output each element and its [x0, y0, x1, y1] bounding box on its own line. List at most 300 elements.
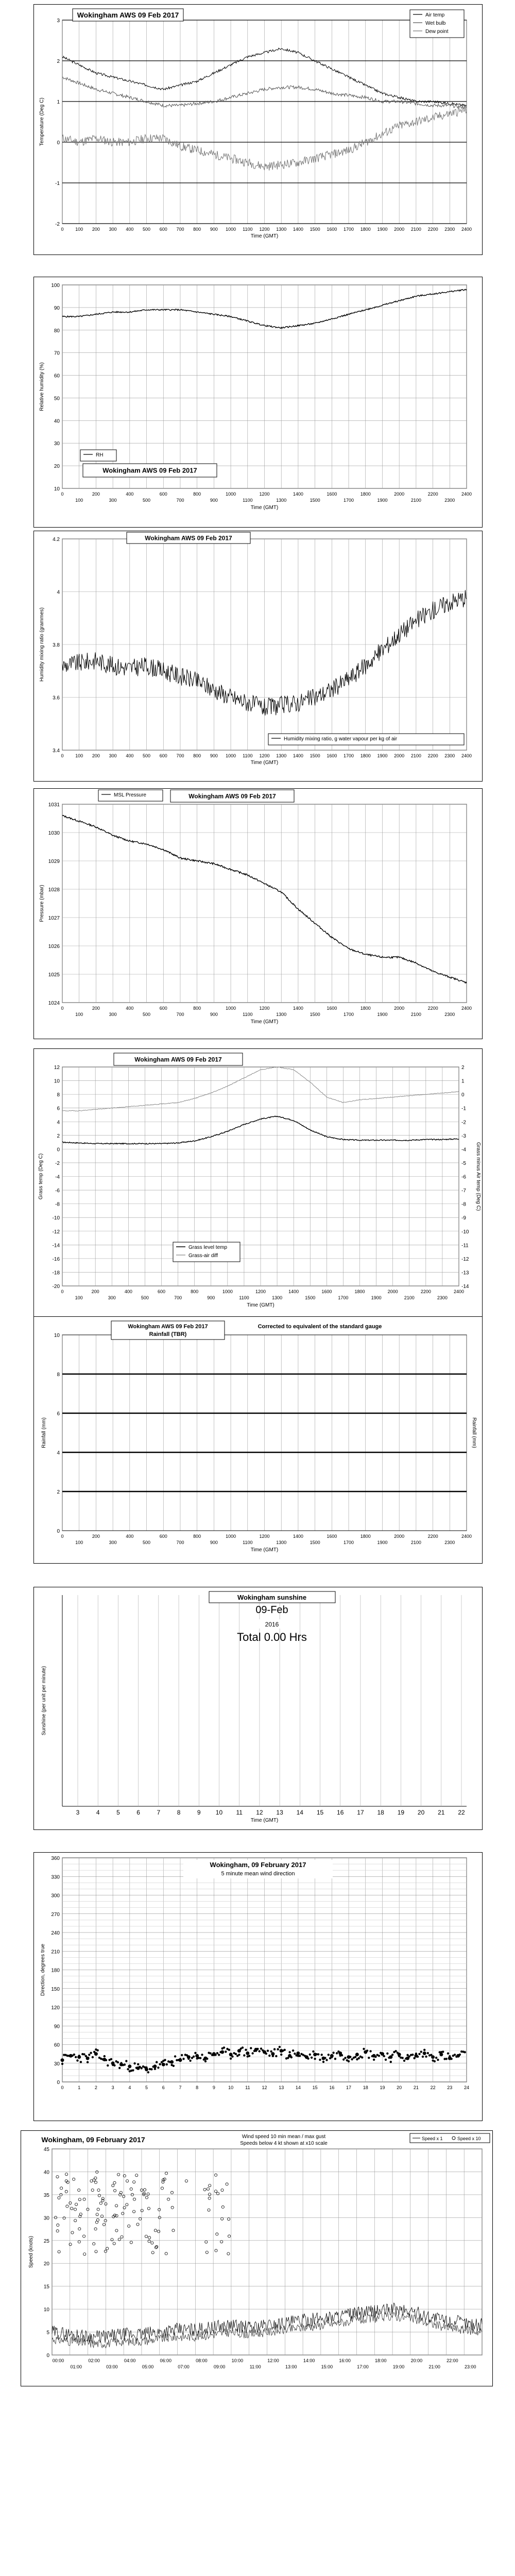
x-tick-label: 1300: [276, 498, 287, 503]
y-tick-label: 40: [43, 2170, 49, 2176]
wind-direction-point: [231, 2056, 233, 2058]
x-tick-label: 1100: [243, 1540, 253, 1545]
x-tick-label: 14: [295, 2085, 301, 2090]
wind-direction-point: [272, 2055, 274, 2057]
x-tick-label: 20:00: [410, 2358, 423, 2363]
y-tick-label: 300: [51, 1893, 60, 1899]
x-tick-label: 2200: [427, 492, 438, 497]
y2-tick-label: -6: [461, 1174, 466, 1180]
y2-tick-label: -2: [461, 1120, 466, 1126]
x-tick-label: 1000: [226, 1534, 236, 1539]
wind-direction-point: [78, 2055, 80, 2057]
wind-direction-point: [371, 2055, 373, 2057]
wind-direction-point: [361, 2056, 363, 2058]
y-tick-label: 0: [46, 2353, 49, 2359]
y-tick-label: -16: [52, 1256, 60, 1262]
wind-direction-point: [125, 2060, 127, 2062]
x-tick-label: 700: [176, 753, 184, 758]
wind-direction-point: [386, 2053, 388, 2055]
x-tick-label: 16: [337, 1809, 344, 1816]
wind-direction-point: [174, 2055, 176, 2057]
wind-direction-point: [260, 2047, 262, 2049]
wind-direction-point: [87, 2061, 89, 2063]
wind-direction-point: [132, 2069, 134, 2071]
x-tick-label: 300: [109, 1540, 117, 1545]
x-tick-label: 1600: [327, 227, 337, 232]
x-tick-label: 2300: [437, 1295, 448, 1300]
wind-direction-point: [394, 2050, 397, 2052]
x-tick-label: 2100: [410, 227, 421, 232]
wind-direction-point: [104, 2055, 106, 2057]
wind-direction-point: [228, 2049, 230, 2051]
y-axis-title: Speed (knots): [28, 2235, 34, 2268]
x-tick-label: 2300: [444, 753, 455, 758]
y2-tick-label: -12: [461, 1256, 469, 1262]
x-tick-label: 600: [159, 492, 167, 497]
x-tick-label: 1700: [338, 1295, 349, 1300]
x-tick-label: 1400: [293, 227, 303, 232]
chart-year: 2016: [265, 1621, 279, 1628]
y-axis-title: Temperature (Deg C): [39, 97, 45, 146]
wind-direction-point: [214, 2054, 216, 2056]
x-tick-label: 2400: [453, 1289, 465, 1294]
x-tick-label: 1000: [226, 492, 236, 497]
x-tick-label: 07:00: [178, 2364, 190, 2369]
y-axis-title: Humidity mixing ratio (grammes): [39, 607, 45, 682]
wind-direction-point: [162, 2063, 165, 2066]
temperature-chart: [34, 5, 482, 255]
wind-direction-point: [154, 2068, 156, 2070]
wind-direction-chart: [34, 1853, 482, 2121]
y-tick-label: 1025: [48, 972, 60, 978]
x-tick-label: 100: [75, 1540, 83, 1545]
wind-direction-point: [157, 2066, 159, 2069]
y-tick-label: 25: [43, 2238, 49, 2244]
wind-direction-point: [113, 2064, 115, 2066]
wind-direction-point: [219, 2051, 221, 2053]
wind-direction-point: [447, 2053, 449, 2055]
x-tick-label: 0: [61, 227, 64, 232]
wind-direction-point: [250, 2047, 252, 2049]
wind-direction-point: [450, 2058, 452, 2060]
x-tick-label: 400: [126, 227, 134, 232]
x-tick-label: 09:00: [213, 2364, 226, 2369]
chart-subtitle: Wind speed 10 min mean / max gust: [242, 2134, 326, 2140]
y-tick-label: -6: [55, 1188, 60, 1194]
x-tick-label: 1100: [243, 753, 253, 758]
wind-direction-point: [427, 2052, 429, 2054]
wind-direction-point: [265, 2053, 267, 2055]
wind-direction-point: [216, 2052, 218, 2054]
y-tick-label: 120: [51, 2005, 60, 2011]
y-tick-label: 2: [57, 1489, 60, 1495]
x-tick-label: 1100: [243, 1012, 253, 1017]
x-tick-label: 800: [193, 1006, 201, 1011]
grass-temperature-chart-panel: [33, 1048, 483, 1317]
wind-direction-point: [243, 2054, 245, 2056]
y2-tick-label: -5: [461, 1160, 466, 1166]
wind-direction-point: [422, 2056, 424, 2058]
wind-direction-point: [166, 2063, 168, 2065]
wind-direction-point: [405, 2058, 407, 2060]
wind-direction-point: [287, 2057, 289, 2059]
x-tick-label: 12:00: [267, 2358, 279, 2363]
wind-speed-chart: [21, 2131, 492, 2386]
sunshine-chart-panel: [33, 1587, 483, 1830]
y-tick-label: 4: [57, 1120, 60, 1126]
wind-direction-point: [259, 2050, 261, 2052]
x-tick-label: 13:00: [285, 2364, 297, 2369]
x-tick-label: 800: [193, 753, 201, 758]
chart-subtitle: Rainfall (TBR): [149, 1331, 187, 1337]
wind-direction-point: [437, 2059, 439, 2061]
x-tick-label: 20: [417, 1809, 425, 1816]
wind-direction-point: [445, 2058, 448, 2060]
y-tick-label: 0: [57, 1529, 60, 1534]
x-tick-label: 6: [162, 2085, 165, 2090]
wind-direction-point: [322, 2061, 324, 2063]
x-tick-label: 9: [197, 1809, 201, 1816]
wind-direction-point: [391, 2054, 393, 2056]
wind-direction-point: [152, 2065, 154, 2067]
y-tick-label: 30: [43, 2215, 49, 2222]
x-tick-label: 300: [109, 1012, 117, 1017]
x-tick-label: 1400: [293, 1006, 303, 1011]
x-tick-label: 1800: [360, 1006, 371, 1011]
x-tick-label: 1000: [222, 1289, 233, 1294]
x-tick-label: 700: [176, 1540, 184, 1545]
x-tick-label: 600: [159, 1534, 167, 1539]
y-tick-label: 330: [51, 1874, 60, 1880]
x-tick-label: 1500: [310, 1012, 320, 1017]
y-tick-label: 1029: [48, 859, 60, 865]
x-tick-label: 19: [397, 1809, 405, 1816]
x-tick-label: 2400: [461, 492, 472, 497]
wind-direction-point: [334, 2058, 336, 2060]
chart-total: Total 0.00 Hrs: [237, 1631, 307, 1643]
y-tick-label: 1027: [48, 916, 60, 921]
wind-direction-point: [325, 2059, 328, 2061]
x-tick-label: 2100: [410, 1540, 421, 1545]
wind-direction-point: [349, 2056, 351, 2058]
speed-legend-label: Speed x 1: [422, 2136, 443, 2141]
x-tick-label: 3: [76, 1809, 80, 1816]
wind-direction-point: [319, 2059, 321, 2061]
y-tick-label: 45: [43, 2147, 49, 2153]
wind-direction-point: [204, 2060, 207, 2062]
x-tick-label: 1200: [255, 1289, 266, 1294]
humidity-chart: [34, 277, 482, 527]
wind-direction-point: [415, 2053, 417, 2055]
wind-direction-point: [321, 2054, 323, 2056]
x-tick-label: 2200: [427, 227, 438, 232]
chart-title: Wokingham AWS 09 Feb 2017: [102, 466, 197, 474]
x-tick-label: 05:00: [142, 2364, 154, 2369]
temp-legend-label: Dew point: [425, 29, 449, 35]
chart-title: Wokingham AWS 09 Feb 2017: [145, 534, 232, 542]
temp-legend-label: Wet bulb: [425, 21, 446, 26]
x-tick-label: 2200: [420, 1289, 431, 1294]
x-tick-label: 1900: [371, 1295, 382, 1300]
x-tick-label: 700: [176, 498, 184, 503]
x-tick-label: 1900: [377, 1012, 388, 1017]
x-tick-label: 900: [210, 1012, 218, 1017]
chart-subtitle: Speeds below 4 kt shown at x10 scale: [240, 2141, 328, 2146]
x-tick-label: 500: [143, 1012, 151, 1017]
x-tick-label: 1300: [276, 1540, 287, 1545]
x-tick-label: 2000: [387, 1289, 398, 1294]
y-tick-label: 60: [54, 373, 60, 379]
y-tick-label: 1024: [48, 1001, 60, 1006]
x-tick-label: 7: [179, 2085, 182, 2090]
x-tick-label: 200: [91, 1289, 99, 1294]
x-tick-label: 04:00: [124, 2358, 136, 2363]
x-tick-label: 0: [61, 1534, 64, 1539]
x-tick-label: 7: [157, 1809, 161, 1816]
wind-direction-point: [279, 2046, 281, 2048]
wind-direction-point: [275, 2055, 277, 2057]
x-tick-label: 1800: [354, 1289, 365, 1294]
x-tick-label: 08:00: [196, 2358, 208, 2363]
x-tick-label: 15:00: [321, 2364, 333, 2369]
wind-direction-point: [156, 2061, 158, 2063]
x-tick-label: 100: [75, 753, 83, 758]
wind-direction-point: [164, 2059, 166, 2061]
y-tick-label: -1: [55, 181, 60, 187]
x-tick-label: 22: [458, 1809, 465, 1816]
x-tick-label: 16:00: [339, 2358, 351, 2363]
x-tick-label: 1300: [276, 753, 287, 758]
y-tick-label: 60: [54, 2042, 60, 2048]
x-tick-label: 10: [228, 2085, 234, 2090]
y-tick-label: 4: [57, 589, 60, 596]
chart-title: Wokingham, 09 February 2017: [41, 2136, 145, 2144]
wind-direction-point: [267, 2049, 269, 2052]
x-tick-label: 800: [193, 227, 201, 232]
x-tick-label: 19:00: [392, 2364, 405, 2369]
y-tick-label: 270: [51, 1911, 60, 1918]
wind-direction-point: [181, 2054, 183, 2056]
x-tick-label: 1600: [321, 1289, 332, 1294]
y-tick-label: 1030: [48, 831, 60, 836]
y-axis-title: Relative humidity (%): [39, 362, 45, 411]
x-tick-label: 2000: [394, 1006, 405, 1011]
x-tick-label: 0: [61, 492, 64, 497]
wind-direction-point: [173, 2065, 175, 2067]
x-tick-label: 1500: [310, 227, 320, 232]
grass-legend-label: Grass level temp: [188, 1245, 228, 1250]
rainfall-chart: [34, 1317, 482, 1563]
y-tick-label: 4: [57, 1450, 60, 1456]
wind-direction-point: [127, 2068, 129, 2070]
x-tick-label: 500: [141, 1295, 149, 1300]
wind-direction-point: [76, 2059, 78, 2061]
wind-direction-point: [145, 2066, 147, 2069]
x-tick-label: 2400: [461, 1006, 472, 1011]
x-tick-label: 2200: [427, 753, 438, 758]
wind-direction-point: [435, 2057, 437, 2059]
wind-direction-point: [199, 2057, 201, 2059]
wind-direction-point: [186, 2054, 188, 2056]
x-tick-label: 800: [193, 1534, 201, 1539]
wind-direction-point: [366, 2049, 368, 2052]
x-tick-label: 03:00: [106, 2364, 118, 2369]
wind-direction-point: [413, 2057, 415, 2059]
y-tick-label: -2: [55, 1160, 60, 1166]
wind-direction-point: [454, 2054, 456, 2056]
x-tick-label: 600: [159, 1006, 167, 1011]
chart-subtitle: 5 minute mean wind direction: [221, 1871, 295, 1877]
x-tick-label: 0: [61, 1006, 64, 1011]
y-tick-label: 3.8: [53, 642, 60, 648]
y2-tick-label: -1: [461, 1106, 466, 1112]
wind-direction-point: [403, 2060, 405, 2062]
wind-direction-point: [245, 2049, 247, 2051]
x-tick-label: 2200: [427, 1006, 438, 1011]
x-tick-label: 1000: [226, 227, 236, 232]
x-tick-label: 2100: [410, 1012, 421, 1017]
wind-direction-point: [363, 2048, 365, 2050]
x-tick-label: 1400: [293, 1534, 303, 1539]
x-tick-label: 900: [207, 1295, 215, 1300]
x-tick-label: 5: [145, 2085, 148, 2090]
x-tick-label: 11: [245, 2085, 250, 2090]
y-tick-label: 8: [57, 1092, 60, 1098]
y-tick-label: 80: [54, 328, 60, 334]
y-axis-title: Pressure (mbar): [39, 885, 45, 922]
x-tick-label: 8: [196, 2085, 199, 2090]
y-tick-label: 210: [51, 1949, 60, 1955]
wind-direction-point: [420, 2050, 422, 2053]
wind-direction-point: [135, 2067, 138, 2069]
wind-direction-point: [256, 2048, 259, 2050]
x-tick-label: 6: [136, 1809, 140, 1816]
x-tick-label: 700: [174, 1295, 182, 1300]
x-tick-label: 1700: [344, 1540, 354, 1545]
wind-direction-point: [251, 2052, 253, 2054]
wind-direction-point: [238, 2054, 240, 2056]
x-tick-label: 21:00: [428, 2364, 440, 2369]
x-tick-label: 18:00: [374, 2358, 387, 2363]
y-tick-label: 40: [54, 418, 60, 425]
pressure-chart-panel: [33, 788, 483, 1039]
x-tick-label: 2300: [444, 227, 455, 232]
wind-direction-point: [189, 2060, 191, 2062]
x-tick-label: 1900: [377, 498, 388, 503]
y-tick-label: 10: [54, 1333, 60, 1338]
x-tick-label: 22: [430, 2085, 436, 2090]
temp-legend-label: Air temp: [425, 12, 445, 18]
x-tick-label: 900: [210, 498, 218, 503]
x-tick-label: 700: [176, 1012, 184, 1017]
pressure-chart: [34, 789, 482, 1039]
x-tick-label: 1500: [310, 498, 320, 503]
x-tick-label: 900: [210, 1540, 218, 1545]
wind-direction-point: [248, 2055, 250, 2057]
x-tick-label: 1100: [243, 227, 253, 232]
wind-direction-point: [203, 2058, 205, 2060]
x-tick-label: 1600: [327, 1534, 337, 1539]
x-tick-label: 400: [126, 753, 134, 758]
wind-direction-point: [290, 2056, 293, 2058]
wind-direction-point: [378, 2055, 380, 2057]
x-tick-label: 13: [279, 2085, 284, 2090]
x-tick-label: 1200: [259, 1006, 270, 1011]
y-tick-label: 6: [57, 1411, 60, 1417]
y-tick-label: 35: [43, 2192, 49, 2198]
y-tick-label: 3: [57, 18, 60, 24]
y-tick-label: -10: [52, 1215, 60, 1222]
x-tick-label: 1700: [344, 498, 354, 503]
chart-date: 09-Feb: [255, 1604, 288, 1616]
y2-tick-label: -9: [461, 1215, 466, 1222]
x-tick-label: 1900: [377, 227, 388, 232]
x-tick-label: 1800: [360, 1534, 371, 1539]
wind-direction-point: [385, 2059, 387, 2061]
wind-direction-point: [328, 2054, 330, 2056]
x-tick-label: 2000: [394, 492, 405, 497]
wind-direction-point: [270, 2050, 272, 2053]
wind-direction-point: [61, 2063, 63, 2065]
x-tick-label: 200: [92, 753, 100, 758]
y-tick-label: 90: [54, 2024, 60, 2030]
x-tick-label: 100: [75, 227, 83, 232]
x-tick-label: 600: [157, 1289, 166, 1294]
x-tick-label: 14:00: [303, 2358, 315, 2363]
wind-direction-point: [309, 2054, 311, 2056]
wind-direction-point: [118, 2067, 121, 2069]
y2-tick-label: -3: [461, 1133, 466, 1139]
x-tick-label: 100: [75, 498, 83, 503]
x-tick-label: 100: [75, 1012, 83, 1017]
y-tick-label: 3.4: [53, 748, 60, 754]
wind-direction-point: [348, 2060, 350, 2062]
x-tick-label: 1100: [243, 498, 253, 503]
y-axis-title: Sunshine (per unit per minute): [41, 1666, 47, 1736]
wind-direction-point: [169, 2061, 171, 2063]
wind-direction-point: [187, 2058, 190, 2060]
y-tick-label: -8: [55, 1201, 60, 1208]
y-tick-label: 360: [51, 1856, 60, 1861]
wind-direction-point: [341, 2054, 343, 2056]
x-tick-label: 1700: [344, 753, 354, 758]
x-tick-label: 500: [143, 1540, 151, 1545]
x-tick-label: 600: [159, 753, 167, 758]
x-tick-label: 500: [143, 498, 151, 503]
y-tick-label: 1028: [48, 887, 60, 893]
chart-note: Corrected to equivalent of the standard gauge: [258, 1324, 382, 1330]
x-tick-label: 2: [94, 2085, 97, 2090]
mixing-ratio-chart: [34, 531, 482, 781]
wind-direction-point: [381, 2053, 383, 2055]
x-tick-label: 1200: [259, 1534, 270, 1539]
x-tick-label: 400: [126, 1006, 134, 1011]
wind-direction-point: [304, 2055, 306, 2057]
y-tick-label: 20: [43, 2261, 49, 2267]
y-tick-label: -18: [52, 1270, 60, 1276]
x-tick-label: 400: [126, 1534, 134, 1539]
wind-direction-point: [423, 2049, 425, 2051]
x-axis-title: Time (GMT): [250, 760, 279, 766]
wind-direction-point: [225, 2050, 227, 2053]
wind-direction-point: [314, 2058, 316, 2060]
x-tick-label: 23: [447, 2085, 453, 2090]
wind-direction-point: [124, 2063, 126, 2065]
wind-direction-point: [182, 2058, 184, 2060]
wind-direction-point: [147, 2071, 149, 2073]
y-tick-label: -12: [52, 1229, 60, 1235]
x-tick-label: 500: [143, 227, 151, 232]
